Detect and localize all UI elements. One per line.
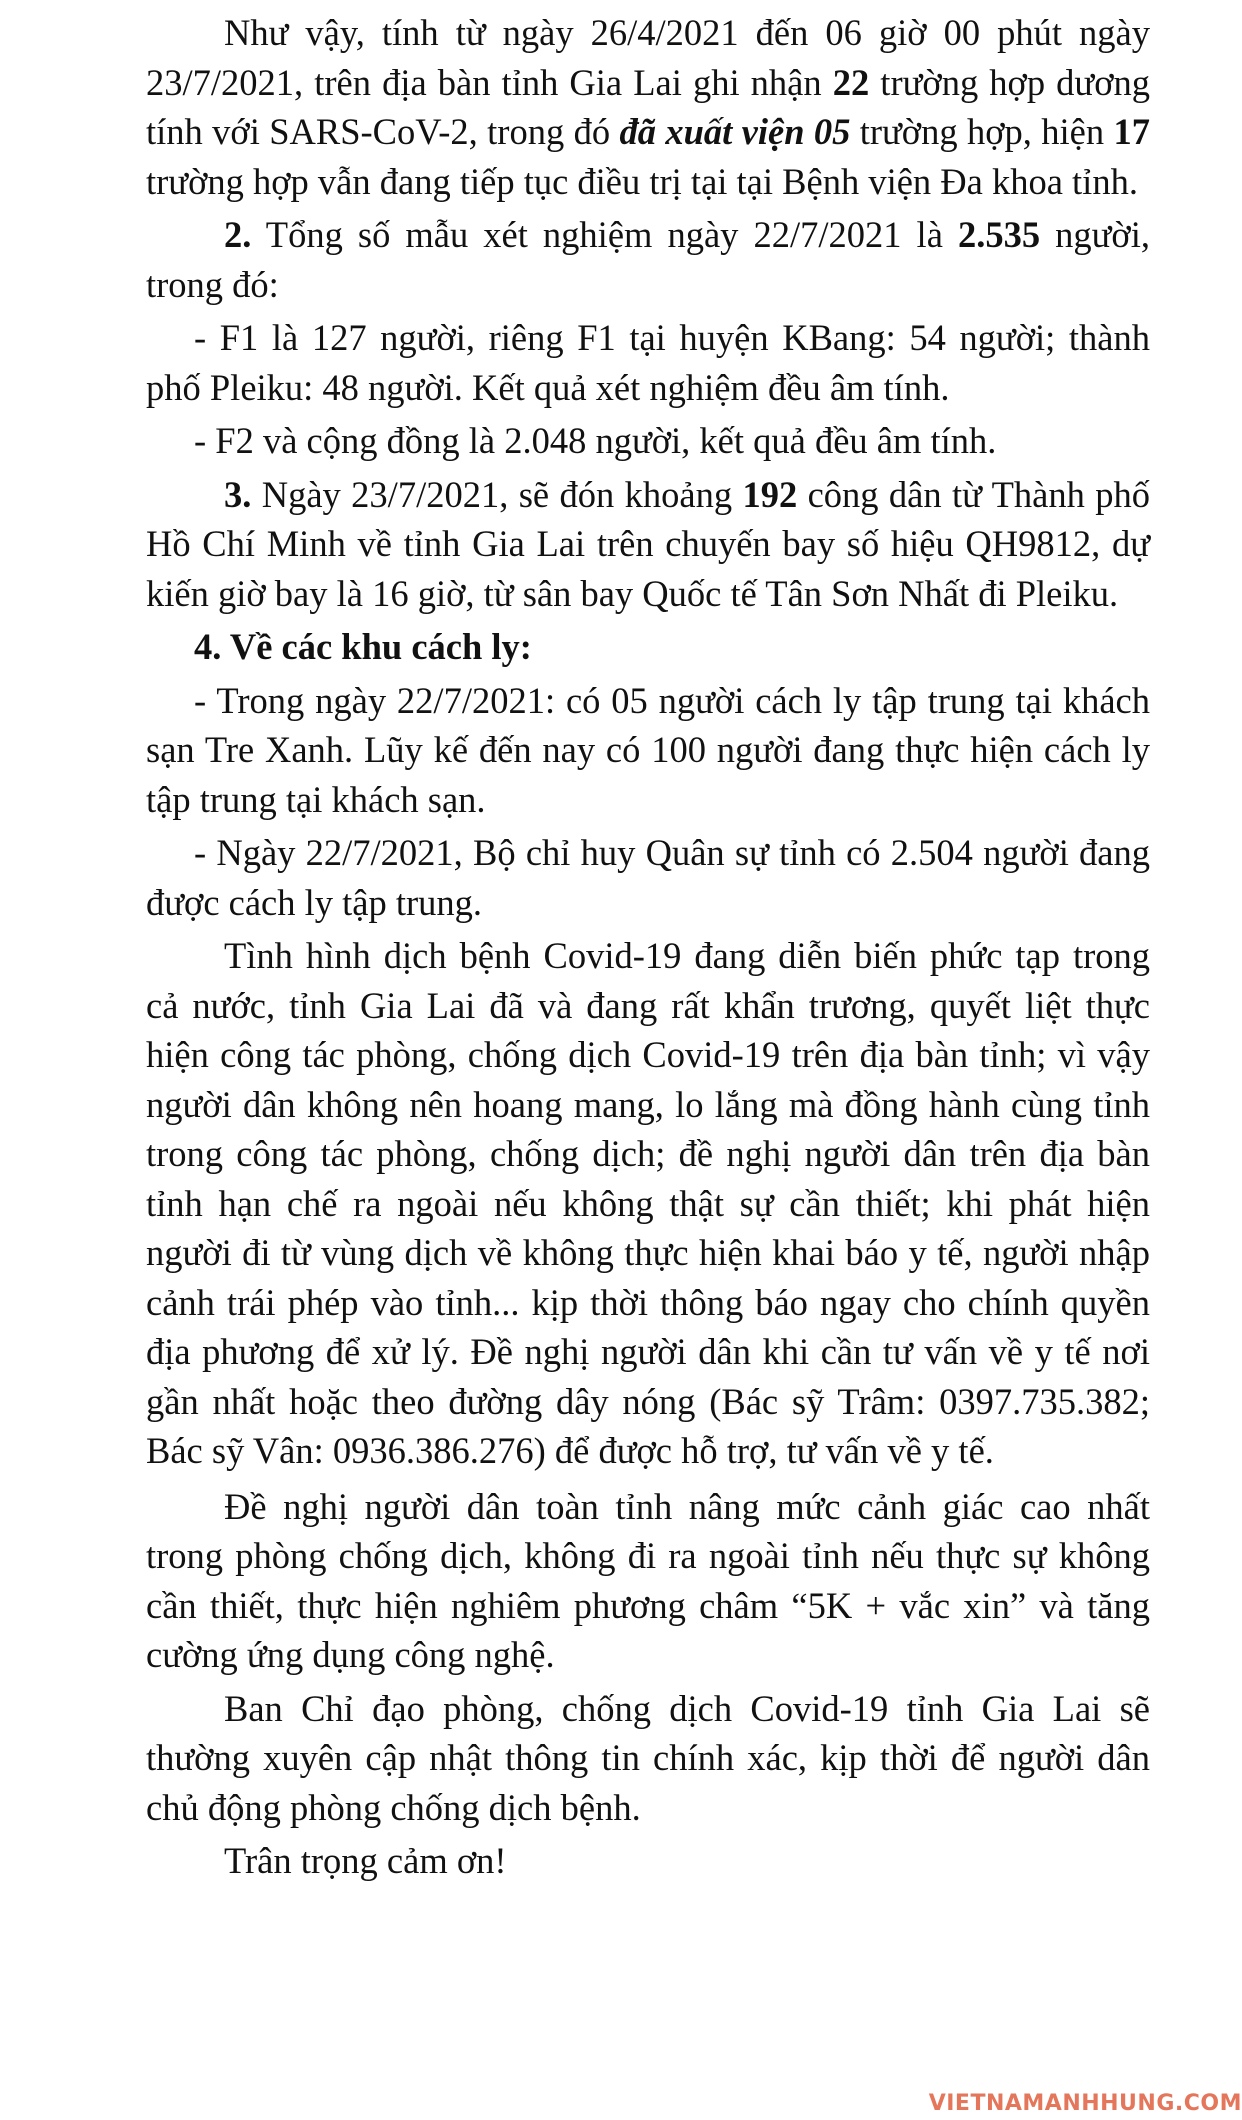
paragraph-f1-results: - F1 là 127 người, riêng F1 tại huyện KBang: 54 người; thành phố Pleiku: 48 người. Kết quả xét nghiệm đều âm tính. bbox=[146, 317, 1150, 408]
paragraph-situation-advice: Tình hình dịch bệnh Covid-19 đang diễn biến phức tạp trong cả nước, tỉnh Gia Lai đã và đang rất khẩn trương, quyết liệt thực hiện công tác phòng, chống dịch Covid-19 trên địa bàn tỉnh; vì vậy người dân không nên hoang mang, lo lắng mà đồng hành cùng tỉnh trong công tác phòng, chống dịch; đề nghị người dân trên địa bàn tỉnh hạn chế ra ngoài nếu không thật sự cần thiết; khi phát hiện người đi từ vùng dịch về không thực hiện khai báo y tế, người nhập cảnh trái phép vào tỉnh... kịp thời thông báo ngay cho chính quyền địa phương để xử lý. Đề nghị người dân khi cần tư vấn về y tế nơi gần nhất hoặc theo đường dây nóng (Bác sỹ Trâm: 0397.735.382; Bác sỹ Vân: 0936.386.276) để được hỗ trợ, tư vấn về y tế. bbox=[146, 935, 1150, 1471]
total-samples-count: 2.535 bbox=[957, 214, 1041, 255]
paragraph-hotel-quarantine: - Trong ngày 22/7/2021: có 05 người cách ly tập trung tại khách sạn Tre Xanh. Lũy kế đến nay có 100 người đang thực hiện cách ly tập trung tại khách sạn. bbox=[146, 679, 1150, 820]
site-watermark: VIETNAMANHHUNG.COM bbox=[928, 2091, 1242, 2116]
paragraph-f2-results: - F2 và cộng đồng là 2.048 người, kết quả đều âm tính. bbox=[194, 420, 997, 461]
paragraph-case-summary: Như vậy, tính từ ngày 26/4/2021 đến 06 giờ 00 phút ngày 23/7/2021, trên địa bàn tỉnh Gia Lai ghi nhận 22 trường hợp dương tính với SARS-CoV-2, trong đó đã xuất viện 05 trường hợp, hiện 17 trường hợp vẫn đang tiếp tục điều trị tại tại Bệnh viện Đa khoa tỉnh. bbox=[146, 12, 1151, 202]
paragraph-section-2-tests: 2. Tổng số mẫu xét nghiệm ngày 22/7/2021 là 2.535 người, trong đó: bbox=[146, 214, 1150, 305]
citizens-count: 192 bbox=[742, 473, 798, 515]
paragraph-military-quarantine: - Ngày 22/7/2021, Bộ chỉ huy Quân sự tỉnh có 2.504 người đang được cách ly tập trung. bbox=[146, 832, 1150, 923]
section-number: 3. bbox=[224, 473, 252, 515]
closing-thanks: Trân trọng cảm ơn! bbox=[224, 1840, 507, 1881]
paragraph-vigilance: Đề nghị người dân toàn tỉnh nâng mức cảnh giác cao nhất trong phòng chống dịch, không đi ra ngoài tỉnh nếu thực sự không cần thiết, thực hiện nghiêm phương châm “5K + vắc xin” và tăng cường ứng dụng công nghệ. bbox=[146, 1485, 1150, 1675]
document-page bbox=[146, 8, 1150, 1890]
paragraph-steering-committee: Ban Chỉ đạo phòng, chống dịch Covid-19 tỉnh Gia Lai sẽ thường xuyên cập nhật thông tin chính xác, kịp thời để người dân chủ động phòng chống dịch bệnh. bbox=[146, 1687, 1150, 1828]
paragraph-section-3-flight: 3. Ngày 23/7/2021, sẽ đón khoảng 192 công dân từ Thành phố Hồ Chí Minh về tỉnh Gia Lai trên chuyến bay số hiệu QH9812, dự kiến giờ bay là 16 giờ, từ sân bay Quốc tế Tân Sơn Nhất đi Pleiku. bbox=[146, 473, 1150, 614]
heading-section-4-quarantine: 4. Về các khu cách ly: bbox=[194, 626, 532, 667]
discharged-count: đã xuất viện 05 bbox=[619, 111, 851, 152]
in-treatment-count: 17 bbox=[1113, 111, 1150, 152]
section-number: 2. bbox=[224, 214, 252, 255]
total-cases-count: 22 bbox=[832, 61, 870, 103]
